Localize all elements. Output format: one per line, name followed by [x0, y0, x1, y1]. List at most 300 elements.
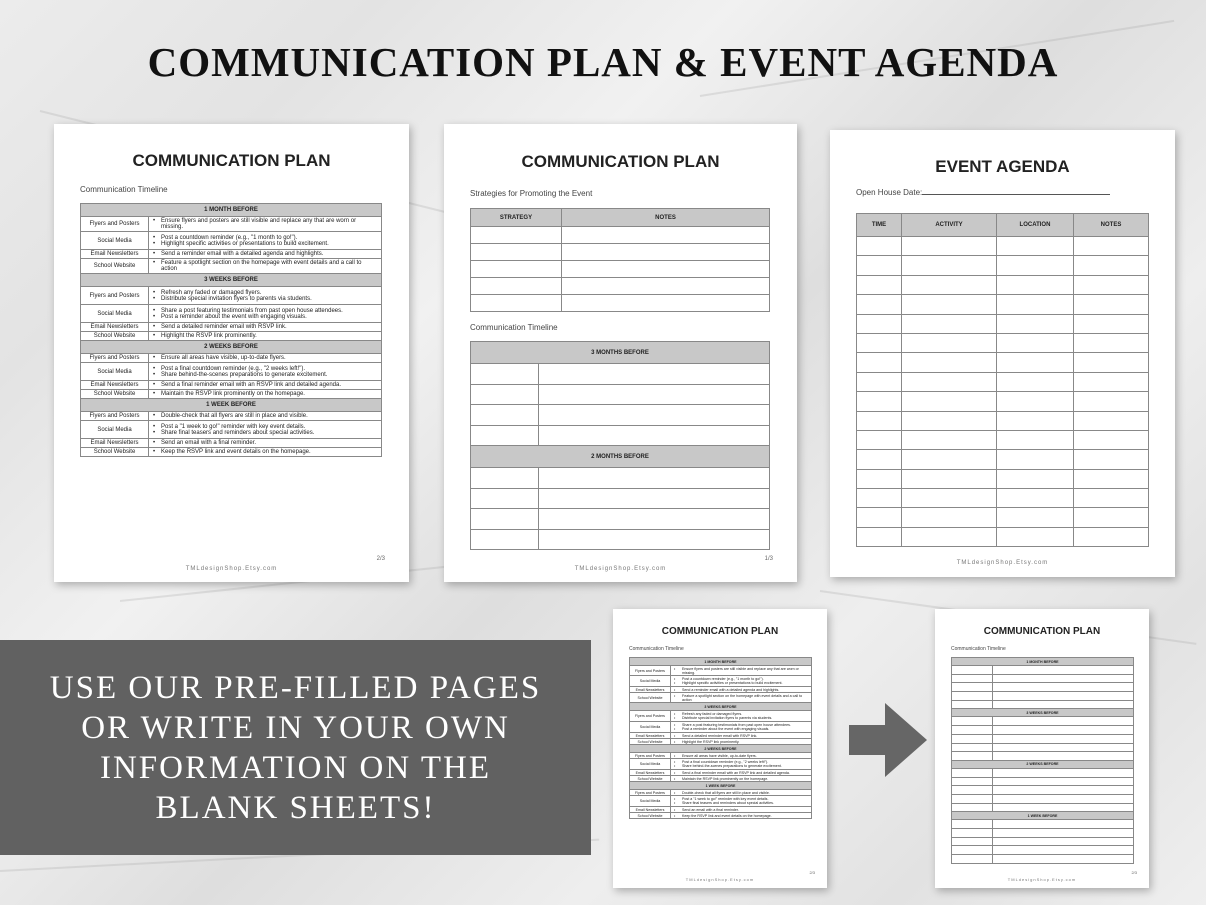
action-list	[673, 760, 809, 768]
footer-url: TMLdesignShop.Etsy.com	[685, 877, 755, 882]
table-row	[857, 295, 1149, 314]
blank-cell	[857, 450, 902, 469]
table-row	[952, 683, 1134, 692]
action-list	[152, 218, 378, 230]
sheet-title: COMMUNICATION PLAN	[132, 151, 331, 170]
action-cell	[149, 332, 382, 341]
action-cell	[149, 305, 382, 323]
action-item: • Ensure flyers and posters are still visible and replace any that are worn or missing.	[673, 667, 809, 675]
table-row	[857, 237, 1149, 256]
blank-cell	[993, 855, 1134, 864]
table-row	[630, 722, 812, 733]
blank-sample-sheet	[935, 609, 1149, 888]
channel-cell: Email Newsletters	[81, 250, 149, 259]
blank-cell	[471, 405, 539, 426]
action-list	[673, 734, 809, 738]
blank-cell	[952, 734, 993, 743]
action-list	[152, 290, 378, 302]
action-list	[673, 712, 809, 720]
table-row	[857, 353, 1149, 372]
blank-cell	[902, 256, 997, 275]
table-row	[471, 405, 770, 426]
blank-cell	[1074, 275, 1149, 294]
sheet-title: COMMUNICATION PLAN	[521, 152, 720, 171]
action-list	[673, 688, 809, 692]
footer-url: TMLdesignShop.Etsy.com	[956, 560, 1049, 566]
section-label: Communication Timeline	[951, 646, 1006, 652]
table-row	[81, 250, 382, 259]
blank-cell	[952, 777, 993, 786]
channel-cell: Flyers and Posters	[630, 753, 671, 759]
blank-cell	[902, 450, 997, 469]
blank-cell	[993, 752, 1134, 761]
blank-cell	[1074, 489, 1149, 508]
blank-cell	[1074, 237, 1149, 256]
action-cell	[149, 259, 382, 274]
blank-cell	[902, 372, 997, 391]
footer-url: TMLdesignShop.Etsy.com	[185, 566, 278, 572]
blank-cell	[952, 683, 993, 692]
blank-cell	[857, 275, 902, 294]
page-number: 2/3	[1131, 870, 1137, 875]
table-row	[630, 676, 812, 687]
column-header: NOTES	[1074, 214, 1149, 237]
table-row	[952, 734, 1134, 743]
blank-cell	[562, 244, 770, 261]
channel-cell: Flyers and Posters	[81, 412, 149, 421]
action-list	[152, 382, 378, 388]
blank-cell	[993, 786, 1134, 795]
action-list	[152, 355, 378, 361]
action-item: • Highlight specific activities or presentations to build excitement.	[673, 681, 809, 685]
page-number: 2/3	[809, 870, 815, 875]
action-cell	[671, 759, 812, 770]
action-item: • Share a post featuring testimonials from past open house attendees.	[673, 723, 809, 727]
blank-cell	[997, 353, 1074, 372]
action-cell	[671, 796, 812, 807]
period-header: 2 MONTHS BEFORE	[471, 446, 770, 468]
table-row	[81, 217, 382, 232]
blank-cell	[1074, 353, 1149, 372]
blank-cell	[997, 256, 1074, 275]
table-row	[952, 666, 1134, 675]
channel-cell: Flyers and Posters	[630, 666, 671, 676]
blank-cell	[471, 261, 562, 278]
table-row	[471, 227, 770, 244]
page-number: 2/3	[376, 556, 385, 562]
period-header-row	[471, 342, 770, 364]
action-cell	[149, 421, 382, 439]
period-header: 3 MONTHS BEFORE	[471, 342, 770, 364]
action-cell	[149, 287, 382, 305]
table-row	[857, 469, 1149, 488]
period-header-row	[81, 399, 382, 412]
period-header: 1 WEEK BEFORE	[81, 399, 382, 412]
action-list	[152, 324, 378, 330]
blank-cell	[952, 794, 993, 803]
action-cell	[149, 448, 382, 457]
action-item: • Share final teasers and reminders about special activities.	[152, 430, 378, 436]
blank-cell	[471, 295, 562, 312]
table-row	[952, 726, 1134, 735]
table-row	[857, 450, 1149, 469]
blank-cell	[993, 700, 1134, 709]
action-list	[152, 413, 378, 419]
blank-cell	[993, 768, 1134, 777]
blank-cell	[993, 837, 1134, 846]
sheet-title: COMMUNICATION PLAN	[983, 626, 1101, 637]
blank-cell	[857, 508, 902, 527]
table-row	[471, 244, 770, 261]
period-header: 1 MONTH BEFORE	[81, 204, 382, 217]
table-row	[952, 743, 1134, 752]
blank-cell	[1074, 372, 1149, 391]
action-cell	[149, 439, 382, 448]
action-item: • Share final teasers and reminders about special activities.	[673, 801, 809, 805]
blank-cell	[997, 372, 1074, 391]
channel-cell: Email Newsletters	[81, 323, 149, 332]
action-item: • Refresh any faded or damaged flyers.	[673, 712, 809, 716]
blank-cell	[993, 743, 1134, 752]
blank-cell	[952, 752, 993, 761]
action-list	[673, 723, 809, 731]
timeline-table	[951, 657, 1134, 864]
section-label: Communication Timeline	[80, 185, 168, 194]
action-cell	[671, 813, 812, 819]
action-item: • Distribute special invitation flyers to parents via students.	[673, 716, 809, 720]
blank-cell	[471, 384, 539, 405]
blank-cell	[1074, 450, 1149, 469]
channel-cell: Email Newsletters	[81, 381, 149, 390]
period-header-row	[952, 709, 1134, 717]
table-row	[952, 829, 1134, 838]
column-header: STRATEGY	[471, 209, 562, 227]
blank-cell	[471, 278, 562, 295]
action-cell	[149, 390, 382, 399]
channel-cell: School Website	[630, 693, 671, 703]
blank-cell	[997, 237, 1074, 256]
blank-cell	[857, 372, 902, 391]
blank-cell	[539, 488, 770, 509]
blank-cell	[1074, 508, 1149, 527]
period-header-row	[952, 760, 1134, 768]
table-row	[471, 529, 770, 550]
table-row	[81, 332, 382, 341]
blank-cell	[993, 683, 1134, 692]
action-cell	[149, 381, 382, 390]
blank-cell	[997, 469, 1074, 488]
date-label-text: Open House Date:	[856, 188, 923, 197]
section-label: Communication Timeline	[629, 646, 684, 652]
blank-cell	[952, 846, 993, 855]
section-label: Communication Timeline	[470, 323, 558, 332]
action-item: • Ensure all areas have visible, up-to-date flyers.	[673, 754, 809, 758]
blank-cell	[993, 777, 1134, 786]
action-list	[152, 308, 378, 320]
table-row	[81, 305, 382, 323]
period-header-row	[81, 204, 382, 217]
action-item: • Ensure all areas have visible, up-to-date flyers.	[152, 355, 378, 361]
timeline-table	[470, 341, 770, 550]
table-row	[857, 392, 1149, 411]
table-row	[630, 813, 812, 819]
table-row	[952, 777, 1134, 786]
table-row	[630, 711, 812, 722]
period-header: 1 MONTH BEFORE	[952, 658, 1134, 666]
column-header: ACTIVITY	[902, 214, 997, 237]
table-row	[952, 820, 1134, 829]
action-list	[152, 333, 378, 339]
table-row	[471, 468, 770, 489]
table-row	[471, 364, 770, 385]
period-header: 1 WEEK BEFORE	[630, 782, 812, 790]
channel-cell: Email Newsletters	[630, 687, 671, 693]
table-row	[857, 508, 1149, 527]
channel-cell: Social Media	[81, 421, 149, 439]
action-item: • Post a final countdown reminder (e.g., "2 weeks left!").	[152, 366, 378, 372]
headline: COMMUNICATION PLAN & EVENT AGENDA	[147, 39, 1059, 85]
table-row	[952, 768, 1134, 777]
period-header: 2 WEEKS BEFORE	[952, 760, 1134, 768]
blank-cell	[471, 468, 539, 489]
blank-cell	[902, 314, 997, 333]
blank-cell	[952, 674, 993, 683]
period-header-row	[630, 745, 812, 753]
blank-cell	[902, 527, 997, 546]
blank-cell	[993, 803, 1134, 812]
table-row	[630, 796, 812, 807]
blank-cell	[952, 803, 993, 812]
promo-text-line: INFORMATION ON THE	[99, 749, 492, 786]
timeline-table	[80, 203, 382, 457]
action-cell	[149, 354, 382, 363]
action-item: • Keep the RSVP link and event details on the homepage.	[673, 814, 809, 818]
action-item: • Send a detailed reminder email with RSVP link.	[152, 324, 378, 330]
blank-cell	[539, 384, 770, 405]
blank-cell	[902, 508, 997, 527]
period-header-row	[952, 812, 1134, 820]
table-row	[471, 488, 770, 509]
column-header: LOCATION	[997, 214, 1074, 237]
column-header: TIME	[857, 214, 902, 237]
action-item: • Highlight the RSVP link prominently.	[673, 740, 809, 744]
table-row	[81, 232, 382, 250]
blank-cell	[952, 717, 993, 726]
action-cell	[671, 693, 812, 703]
prefilled-sample-sheet	[613, 609, 827, 888]
period-header: 3 WEEKS BEFORE	[630, 703, 812, 711]
date-line	[922, 187, 1110, 195]
blank-cell	[997, 411, 1074, 430]
action-list	[152, 251, 378, 257]
action-item: • Share behind-the-scenes preparations to generate excitement.	[673, 764, 809, 768]
blank-cell	[997, 392, 1074, 411]
action-item: • Refresh any faded or damaged flyers.	[152, 290, 378, 296]
blank-cell	[857, 256, 902, 275]
blank-cell	[562, 278, 770, 295]
date-label	[856, 187, 1110, 197]
blank-cell	[539, 529, 770, 550]
table-row	[952, 700, 1134, 709]
arrow-right-icon	[849, 703, 927, 777]
blank-cell	[562, 261, 770, 278]
table-row	[471, 295, 770, 312]
blank-cell	[1074, 430, 1149, 449]
blank-cell	[997, 489, 1074, 508]
table-row	[471, 509, 770, 530]
action-list	[673, 791, 809, 795]
promo-text-line: BLANK SHEETS!	[155, 789, 436, 826]
action-item: • Post a countdown reminder (e.g., "1 month to go!").	[673, 677, 809, 681]
blank-cell	[1074, 295, 1149, 314]
column-header: NOTES	[562, 209, 770, 227]
table-row	[952, 674, 1134, 683]
period-header-row	[630, 782, 812, 790]
blank-cell	[952, 726, 993, 735]
blank-cell	[857, 469, 902, 488]
table-row	[81, 354, 382, 363]
header-row	[471, 209, 770, 227]
action-list	[673, 797, 809, 805]
action-cell	[149, 323, 382, 332]
table-row	[857, 527, 1149, 546]
blank-cell	[1074, 314, 1149, 333]
blank-cell	[997, 430, 1074, 449]
blank-cell	[997, 508, 1074, 527]
action-item: • Feature a spotlight section on the homepage with event details and a call to action	[152, 260, 378, 272]
channel-cell: Flyers and Posters	[81, 287, 149, 305]
channel-cell: Social Media	[630, 759, 671, 770]
blank-cell	[471, 244, 562, 261]
action-item: • Share a post featuring testimonials from past open house attendees.	[152, 308, 378, 314]
blank-cell	[993, 692, 1134, 701]
action-cell	[671, 722, 812, 733]
blank-cell	[952, 786, 993, 795]
period-header-row	[471, 446, 770, 468]
blank-cell	[993, 734, 1134, 743]
footer-url: TMLdesignShop.Etsy.com	[574, 566, 667, 572]
action-list	[152, 366, 378, 378]
channel-cell: Social Media	[630, 796, 671, 807]
action-cell	[149, 217, 382, 232]
sheet-title: EVENT AGENDA	[935, 157, 1070, 176]
action-item: • Maintain the RSVP link prominently on the homepage.	[152, 391, 378, 397]
blank-cell	[993, 820, 1134, 829]
channel-cell: Social Media	[81, 305, 149, 323]
action-list	[673, 667, 809, 675]
table-row	[81, 323, 382, 332]
table-row	[81, 287, 382, 305]
table-row	[471, 425, 770, 446]
blank-cell	[952, 855, 993, 864]
action-item: • Distribute special invitation flyers to parents via students.	[152, 296, 378, 302]
table-row	[952, 855, 1134, 864]
table-row	[857, 489, 1149, 508]
action-item: • Post a reminder about the event with engaging visuals.	[152, 314, 378, 320]
table-row	[81, 412, 382, 421]
table-row	[81, 448, 382, 457]
blank-cell	[471, 364, 539, 385]
table-row	[471, 278, 770, 295]
blank-cell	[993, 666, 1134, 675]
blank-cell	[857, 314, 902, 333]
period-header: 2 WEEKS BEFORE	[630, 745, 812, 753]
blank-cell	[952, 743, 993, 752]
blank-cell	[997, 527, 1074, 546]
channel-cell: School Website	[630, 776, 671, 782]
action-list	[152, 440, 378, 446]
blank-cell	[471, 227, 562, 244]
channel-cell: Flyers and Posters	[81, 354, 149, 363]
blank-cell	[993, 829, 1134, 838]
blank-cell	[471, 509, 539, 530]
sheet-title: COMMUNICATION PLAN	[661, 626, 779, 637]
blank-cell	[539, 509, 770, 530]
table-row	[857, 275, 1149, 294]
channel-cell: Flyers and Posters	[81, 217, 149, 232]
blank-cell	[997, 314, 1074, 333]
communication-plan-strategy-sheet	[444, 124, 797, 582]
blank-cell	[539, 425, 770, 446]
period-header-row	[81, 341, 382, 354]
blank-cell	[952, 837, 993, 846]
promo-text-line: OR WRITE IN YOUR OWN	[81, 709, 510, 746]
blank-cell	[857, 527, 902, 546]
table-row	[81, 439, 382, 448]
blank-cell	[1074, 333, 1149, 352]
action-item: • Send a reminder email with a detailed agenda and highlights.	[152, 251, 378, 257]
action-item: • Post a final countdown reminder (e.g., "2 weeks left!").	[673, 760, 809, 764]
table-row	[81, 363, 382, 381]
period-header: 1 WEEK BEFORE	[952, 812, 1134, 820]
blank-cell	[952, 692, 993, 701]
channel-cell: Email Newsletters	[630, 807, 671, 813]
table-row	[630, 666, 812, 676]
action-item: • Send a final reminder email with an RSVP link and detailed agenda.	[152, 382, 378, 388]
blank-cell	[1074, 527, 1149, 546]
channel-cell: Email Newsletters	[81, 439, 149, 448]
blank-cell	[993, 717, 1134, 726]
action-list	[152, 260, 378, 272]
action-item: • Send a final reminder email with an RSVP link and detailed agenda.	[673, 771, 809, 775]
blank-cell	[857, 430, 902, 449]
channel-cell: School Website	[630, 813, 671, 819]
action-cell	[671, 676, 812, 687]
blank-cell	[857, 353, 902, 372]
channel-cell: Flyers and Posters	[630, 790, 671, 796]
timeline-table	[629, 657, 812, 819]
channel-cell: Email Newsletters	[630, 733, 671, 739]
action-item: • Send an email with a final reminder.	[673, 808, 809, 812]
period-header-row	[952, 658, 1134, 666]
table-row	[471, 384, 770, 405]
period-header: 3 WEEKS BEFORE	[81, 274, 382, 287]
table-row	[952, 752, 1134, 761]
table-row	[952, 846, 1134, 855]
action-item: • Maintain the RSVP link prominently on the homepage.	[673, 777, 809, 781]
table-row	[81, 381, 382, 390]
action-item: • Highlight specific activities or presentations to build excitement.	[152, 241, 378, 247]
blank-cell	[471, 529, 539, 550]
action-item: • Send an email with a final reminder.	[152, 440, 378, 446]
header-row	[857, 214, 1149, 237]
action-list	[673, 771, 809, 775]
action-item: • Post a reminder about the event with engaging visuals.	[673, 727, 809, 731]
blank-cell	[562, 227, 770, 244]
table-row	[857, 333, 1149, 352]
blank-cell	[857, 237, 902, 256]
blank-cell	[993, 726, 1134, 735]
